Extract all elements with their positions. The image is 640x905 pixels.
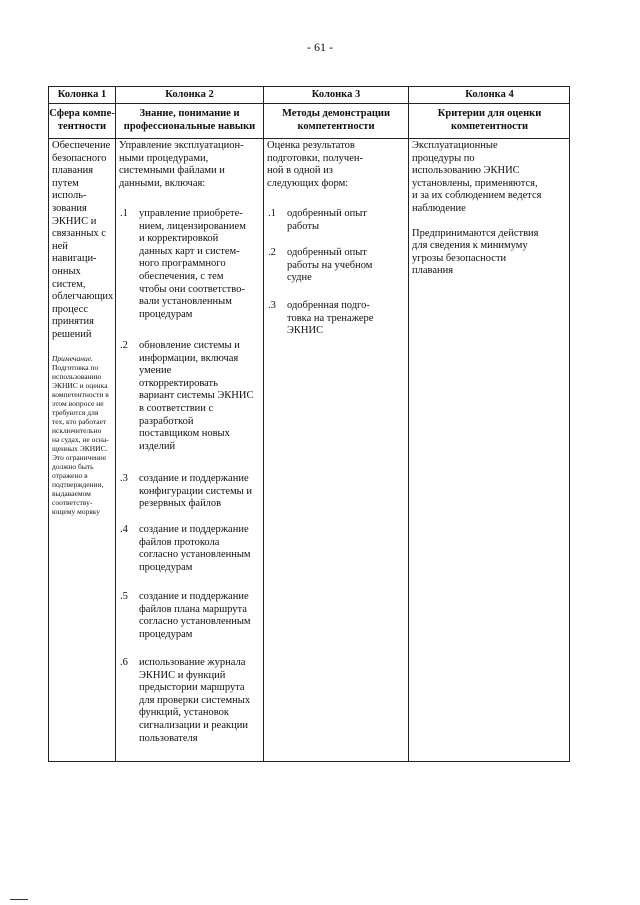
criteria-para-2: Предпринимаются действия для сведения к минимуму угрозы безопасности плавания (412, 227, 539, 277)
item-number: .3 (120, 473, 128, 484)
footnote-divider (10, 899, 28, 900)
subheader-competence: Сфера компе- тентности (49, 108, 115, 132)
knowledge-cell (119, 140, 262, 760)
criteria-cell (412, 140, 570, 278)
column-header-2: Колонка 2 (165, 89, 214, 100)
item-number: .2 (120, 340, 128, 351)
column-divider (263, 87, 264, 761)
column-header-1: Колонка 1 (57, 89, 107, 100)
item-number: .5 (120, 591, 128, 602)
column-divider (115, 87, 116, 761)
subheader-methods: Методы демонстрации компетентности (281, 108, 390, 132)
item-text: использование журнала ЭКНИС и функций предыстории маршрута для проверки системных функций, установок сигнализации и реакции пользователя (139, 657, 251, 744)
item-number: .6 (120, 657, 128, 668)
item-text: создание и поддержание файлов протокола согласно установленным процедурам (139, 524, 251, 573)
item-number: .1 (120, 208, 128, 219)
row-divider (49, 138, 569, 139)
item-text: создание и поддержание конфигурации системы и резервных файлов (139, 473, 252, 510)
item-text: одобренный опыт работы (287, 208, 367, 232)
competence-text: Обеспечение безопасного плавания путем исполь- зования ЭКНИС и связанных с ней навигаци- онных систем, облегчающих процесс принятия решений (52, 140, 114, 340)
item-text: управление приобрете- нием, лицензированием и корректировкой данных карт и систем- ного программного обеспечения, с тем чтобы они соответство- вали установленным процедурам (139, 208, 246, 320)
competence-cell (52, 140, 114, 516)
item-number: .2 (268, 247, 276, 258)
note-text: Подготовка по использованию ЭКНИС и оценка компетентности в этом вопросе не требуются для тех, кто работает исключительно на судах, не осна- щенных ЭКНИС. Это ограничение должно быть отражено в подтверждении, выдаваемом соответству- ющему моряку (52, 362, 109, 516)
item-number: .3 (268, 300, 276, 311)
item-text: создание и поддержание файлов плана маршрута согласно установленным процедурам (139, 591, 251, 640)
competence-table (48, 86, 570, 762)
column-header-3: Колонка 3 (311, 89, 361, 100)
column-header-4: Колонка 4 (465, 89, 514, 100)
item-text: одобренный опыт работы на учебном судне (287, 247, 373, 284)
column-divider (408, 87, 409, 761)
note-title: Примечание. (52, 353, 93, 363)
subheader-criteria: Критерии для оценки компетентности (437, 108, 542, 132)
criteria-para-1: Эксплуатационные процедуры по использованию ЭКНИС установлены, применяются, и за их соблюдением ведется наблюдение (412, 140, 542, 214)
item-text: обновление системы и информации, включая умение откорректировать вариант системы ЭКНИС в соответствии с разработкой поставщиком новых изделий (139, 340, 254, 452)
methods-cell (267, 140, 407, 440)
item-text: одобренная подго- товка на тренажере ЭКНИС (287, 300, 374, 337)
subheader-knowledge: Знание, понимание и профессиональные навыки (123, 108, 256, 132)
knowledge-intro: Управление эксплуатацион- ными процедурами, системными файлами и данными, включая: (119, 140, 244, 189)
item-number: .1 (268, 208, 276, 219)
item-number: .4 (120, 524, 128, 535)
methods-intro: Оценка результатов подготовки, получен- ной в одной из следующих форм: (267, 140, 363, 189)
page-number: - 61 - (307, 40, 333, 54)
